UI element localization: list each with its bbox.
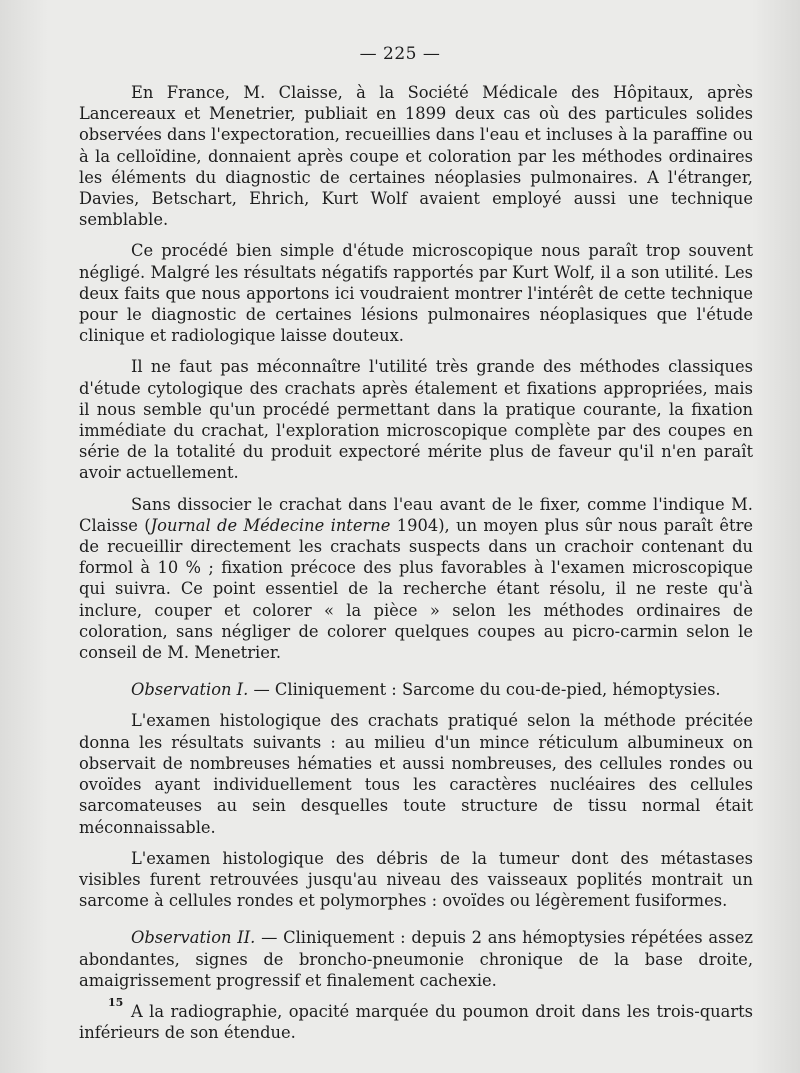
paragraph-claisse: En France, M. Claisse, à la Société Médicale des Hôpitaux, après Lancereaux et Menetrier, publiait en 1899 deux cas où des particules solides observées dans l'expectoration, recueillies dans l'eau et incluses à la paraffine ou à la celloïdine, donnaient après coupe et coloration par les méthodes ordinaires les éléments du diagnostic de certaines néoplasies pulmonaires. A l'étranger, Davies, Betschart, Ehrich, Kurt Wolf avaient employé aussi une technique semblable. [79, 83, 753, 230]
paragraph-procedure: Ce procédé bien simple d'étude microscopique nous paraît trop souvent négligé. Malgré les résultats négatifs rapportés par Kurt Wolf, il a son utilité. Les deux faits que nous apportons ici voudraient montrer l'intérêt de cette technique pour le diagnostic de certaines lésions pulmonaires néoplasiques que l'étude clinique et radiologique laisse douteux. [79, 241, 753, 346]
paragraph-cytology: Il ne faut pas méconnaître l'utilité très grande des méthodes classiques d'étude cytologique des crachats après étalement et fixations appropriées, mais il nous semble qu'un procédé permettant dans la pratique courante, la fixation immédiate du crachat, l'exploration microscopique complète par des coupes en série de la totalité du produit expectoré mérite plus de faveur qu'il n'en paraît avoir actuellement. [79, 357, 753, 483]
observation-2-text: — Cliniquement : depuis 2 ans hémoptysies répétées assez abondantes, signes de broncho-pneumonie chronique de la base droite, amaigrissement progressif et finalement cachexie. [79, 928, 753, 990]
paragraph-histology-sputum: L'examen histologique des crachats pratiqué selon la méthode précitée donna les résultats suivants : au milieu d'un mince réticulum albumineux on observait de nombreuses hématies et aussi nombreuses, des cellules rondes ou ovoïdes ayant individuellement tous les caractères nucléaires des cellules sarcomateuses au sein desquelles toute structure de tissu normal était méconnaissable. [79, 711, 753, 837]
observation-1-text: — Cliniquement : Sarcome du cou-de-pied, hémoptysies. [248, 680, 721, 700]
observation-2-label: Observation II. [131, 928, 256, 948]
page-number: — 225 — [359, 44, 441, 64]
observation-1-label: Observation I. [131, 680, 249, 700]
observation-1-heading [79, 679, 753, 700]
body-text [79, 82, 753, 1053]
signature-mark: 15 [108, 996, 124, 1009]
journal-title: Journal de Médecine interne [150, 515, 391, 535]
paragraph-formol [79, 494, 753, 664]
observation-2-heading [79, 927, 753, 991]
paragraph-histology-tumor: L'examen histologique des débris de la tumeur dont des métastases visibles furent retrouvées jusqu'au niveau des vaisseaux poplités montrait un sarcome à cellules rondes et polymorphes : ovoïdes ou légèrement fusiformes. [79, 848, 753, 911]
paragraph-formol-end: 1904), un moyen plus sûr nous paraît être de recueillir directement les crachats suspects dans un crachoir contenant du formol à 10 % ; fixation précoce des plus favorables à l'examen microscopique qui suivra. Ce point essentiel de la recherche étant résolu, il ne reste qu'à inclure, couper et colorer « la pièce » selon les méthodes ordinaires de coloration, sans négliger de colorer quelques coupes au picro-carmin selon le conseil de M. Menetrier. [79, 515, 754, 663]
paragraph-formol-start: Sans dissocier le crachat dans l'eau avant de le fixer, comme l'indique M. Claisse ( [79, 494, 753, 535]
paragraph-radiography: A la radiographie, opacité marquée du poumon droit dans les trois-quarts inférieurs de son étendue. [79, 1001, 753, 1043]
